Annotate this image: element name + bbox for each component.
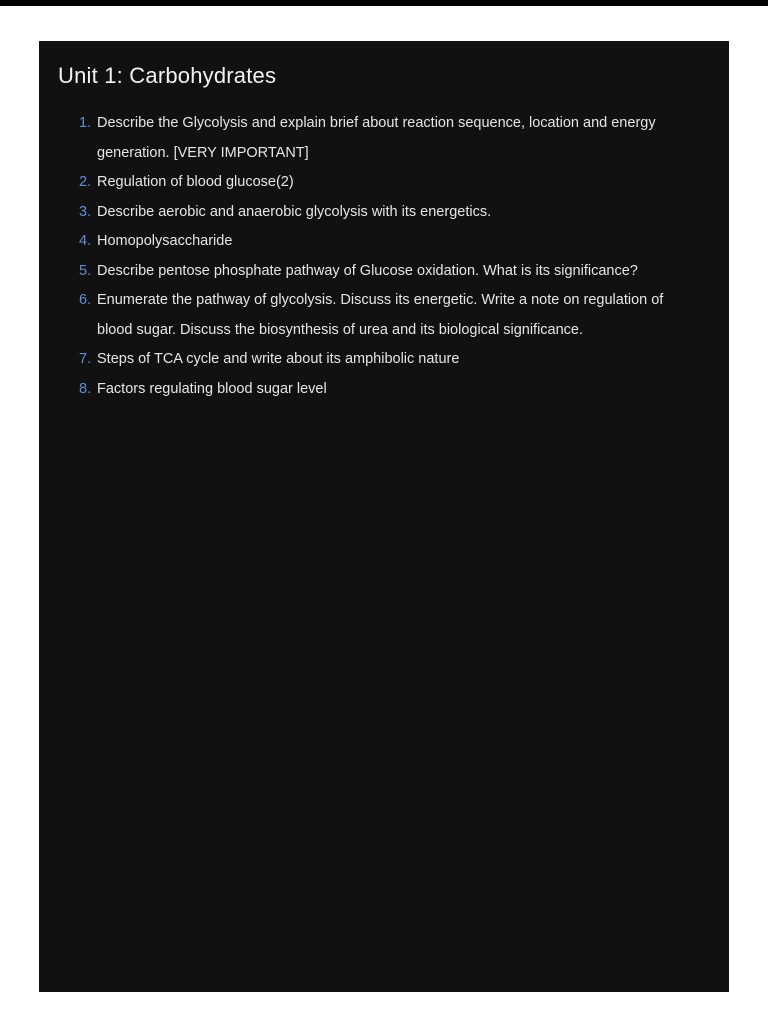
question-number: 7. [79, 351, 92, 367]
question-item-6 [79, 286, 679, 345]
question-item-5 [79, 257, 679, 287]
question-item-8 [79, 375, 679, 405]
question-number: 2. [79, 174, 92, 190]
question-text: Describe pentose phosphate pathway of Glucose oxidation. What is its significance? [97, 262, 638, 279]
question-number: 1. [79, 115, 92, 131]
question-number: 4. [79, 233, 92, 249]
question-text: Describe the Glycolysis and explain brief about reaction sequence, location and energy generation. [VERY IMPORTANT] [97, 115, 656, 161]
question-number: 3. [79, 203, 92, 220]
question-item-7 [79, 345, 679, 375]
question-text: Homopolysaccharide [97, 233, 233, 249]
question-text: Factors regulating blood sugar level [97, 380, 327, 397]
question-number: 8. [79, 380, 92, 397]
question-item-4 [79, 227, 679, 257]
question-item-2 [79, 168, 679, 198]
document-title: Unit 1: Carbohydrates [58, 63, 277, 88]
question-number: 6. [79, 292, 92, 308]
question-text: Enumerate the pathway of glycolysis. Discuss its energetic. Write a note on regulation of blood sugar. Discuss the biosynthesis of urea and its biological significance. [97, 292, 664, 338]
question-item-3 [79, 198, 679, 228]
question-text: Describe aerobic and anaerobic glycolysis with its energetics. [97, 203, 492, 220]
top-border-bar [0, 0, 768, 6]
question-text: Regulation of blood glucose(2) [97, 174, 294, 190]
question-item-1 [79, 109, 679, 168]
question-number: 5. [79, 262, 92, 279]
question-text: Steps of TCA cycle and write about its amphibolic nature [97, 351, 460, 367]
document-page [39, 41, 729, 992]
question-list [79, 109, 679, 404]
